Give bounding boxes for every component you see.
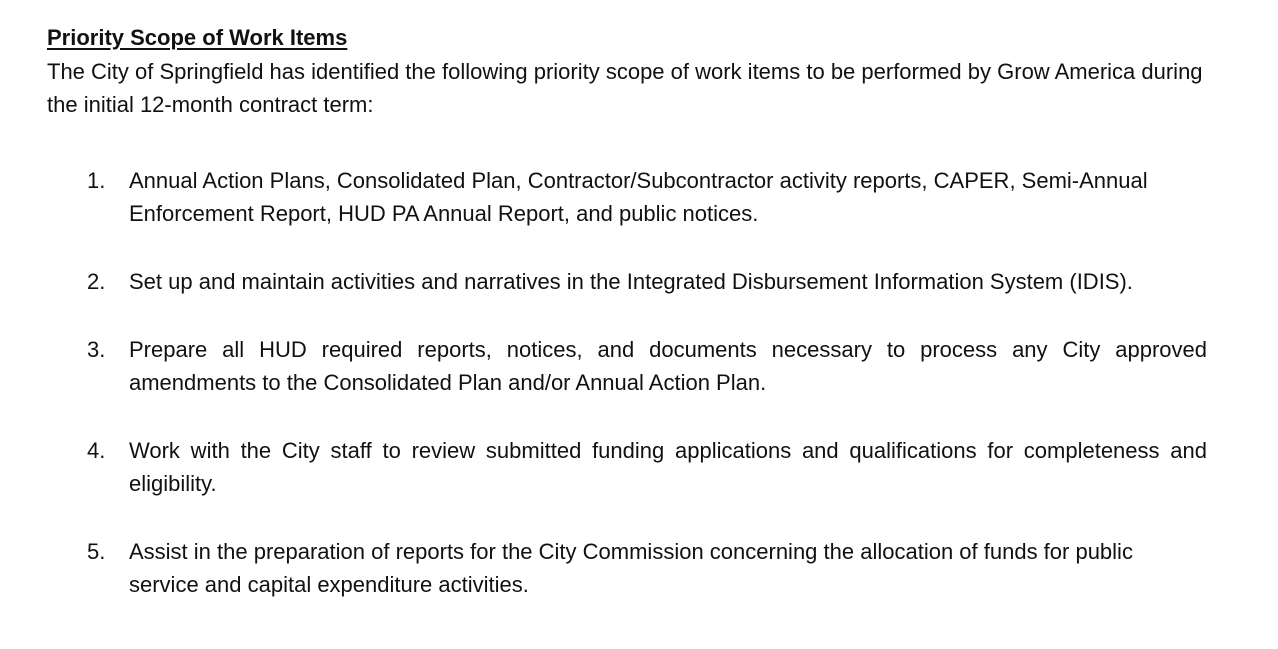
intro-paragraph: The City of Springfield has identified the following priority scope of work items to be performed by Grow America during the initial 12-month contract term: [47, 59, 1203, 117]
list-item-text: Annual Action Plans, Consolidated Plan, Contractor/Subcontractor activity reports, CAPER, Semi-Annual Enforcement Report, HUD PA Annual Report, and public notices. [129, 168, 1148, 226]
list-item-text: Work with the City staff to review submitted funding applications and qualifications for completeness and eligibility. [129, 438, 1207, 496]
document-body [47, 22, 1207, 597]
scope-items-list [87, 164, 1207, 636]
list-item [87, 535, 1207, 601]
list-item-number: 3. [87, 337, 106, 362]
list-item [87, 265, 1207, 298]
list-item [87, 434, 1207, 500]
list-item [87, 164, 1207, 230]
list-item-number: 5. [87, 539, 106, 564]
list-item-number: 4. [87, 438, 106, 463]
list-item-text: Assist in the preparation of reports for the City Commission concerning the allocation of funds for public service and capital expenditure activities. [129, 539, 1133, 597]
list-item-number: 2. [87, 269, 106, 294]
list-item-text: Set up and maintain activities and narratives in the Integrated Disbursement Information System (IDIS). [129, 269, 1133, 294]
section-heading: Priority Scope of Work Items [47, 25, 348, 50]
list-item [87, 333, 1207, 399]
list-item-text: Prepare all HUD required reports, notices, and documents necessary to process any City approved amendments to the Consolidated Plan and/or Annual Action Plan. [129, 337, 1207, 395]
list-item-number: 1. [87, 168, 106, 193]
